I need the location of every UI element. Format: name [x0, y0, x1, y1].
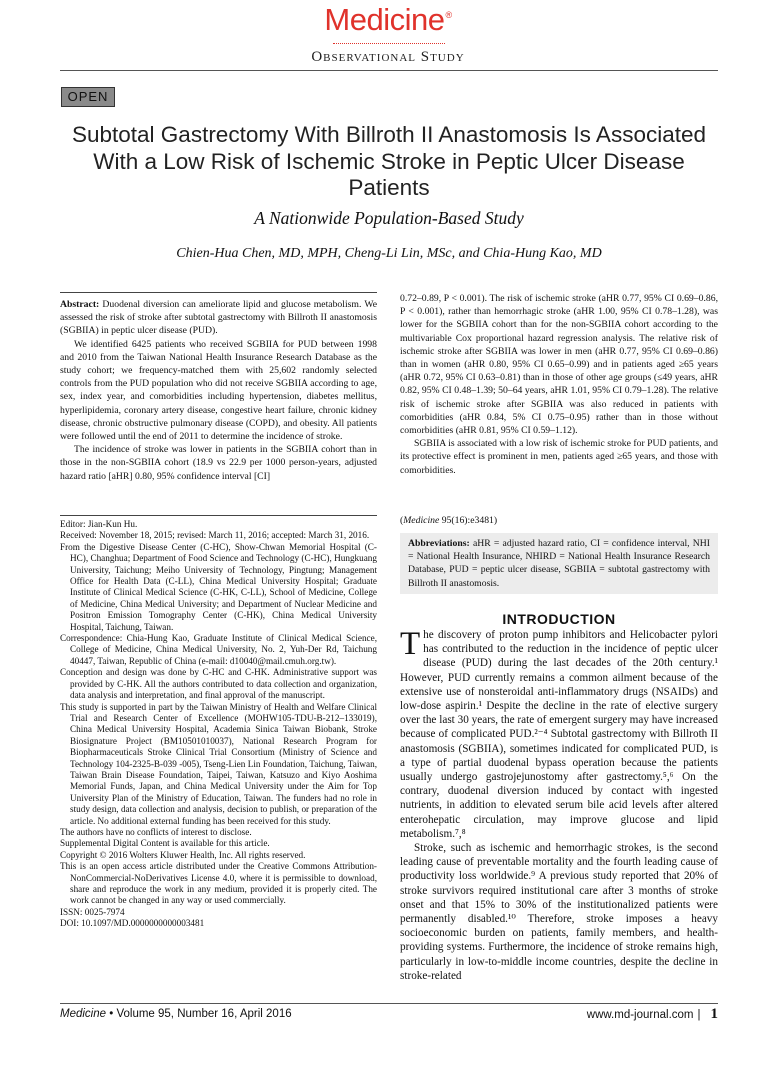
note-supplemental: Supplemental Digital Content is available for this article.: [60, 838, 270, 849]
abstract-rule: [60, 292, 377, 293]
citation-line: (Medicine 95(16):e3481): [400, 515, 498, 526]
citation-journal: Medicine: [403, 515, 440, 526]
introduction-paragraph-1: The discovery of proton pump inhibitors and Helicobacter pylori has contributed to the reduction in the incidence of peptic ulcer disease (PUD) during the last decades of the 20th century.¹ However, PUD currently remains a common ailment because of the extensive use of nonsteroidal anti-inflammatory drugs (NSAIDs) and low-dose aspirin.¹ Despite the decline in the rate of elective surgery over the last 30 years, the rate of emergent surgery may have increased because of complicated PUD.²⁻⁴ Subtotal gastrectomy with Billroth II anastomosis (SGBIIA), sometimes indicated for complicated PUD, is a type of partial duodenal bypass operation because the patients usually undergo gastrojejunostomy after gastrectomy.⁵,⁶ On the contrary, duodenal diversion induced by contact with ingested nutrients, in addition to elevated serum bile acid levels after altered enterohepatic circulation, may improve glucose and lipid metabolism.⁷,⁸: [400, 626, 718, 840]
abstract-label: Abstract:: [60, 299, 100, 310]
article-notes: [60, 519, 377, 930]
footer-separator: |: [697, 1009, 701, 1021]
introduction-heading: INTRODUCTION: [502, 611, 616, 627]
article-title: Subtotal Gastrectomy With Billroth II Anastomosis Is Associated With a Low Risk of Ischemic Stroke in Peptic Ulcer Disease Patients: [71, 122, 706, 200]
note-affiliations: From the Digestive Disease Center (C-HC), Show-Chwan Memorial Hospital (C-HC), Changhua; Department of Food Science and Technology (C-HC), Hungkuang University, Taichung; Meiho University of Technology, Pingtung; Management Office for Health Data (C-LL), China Medical University Hospital; Graduate Institute of Clinical Medical Science (C-HK, C-LL), School of Medicine, College of Medicine, China Medical University; and Department of Nuclear Medicine and Positron Emission Tomography Center (C-HK), China Medical University Hospital, Taichung, Taiwan.: [60, 541, 377, 632]
registered-mark: ®: [445, 10, 452, 20]
note-conflicts: The authors have no conflicts of interest to disclose.: [60, 826, 252, 837]
note-editor: Editor: Jian-Kun Hu.: [60, 519, 138, 529]
abstract-left: [60, 298, 377, 483]
drop-cap: T: [400, 626, 421, 662]
article-authors: Chien-Hua Chen, MD, MPH, Cheng-Li Lin, MSc, and Chia-Hung Kao, MD: [176, 246, 602, 261]
note-issn: ISSN: 0025-7974: [60, 906, 125, 917]
note-funding: This study is supported in part by the Taiwan Ministry of Health and Welfare Clinical Trial and Research Center of Excellence (MOHW105-TDU-B-212–133019), China Medical University Hospital, Academia Sinica Taiwan Biobank, Stroke Biosignature Project (BM10501010037), National Research Program for Biopharmaceuticals Stroke Clinical Trial Consortium (Ministry of Science and Technology 104-2325-B-039 -005), Tseng-Lien Lin Foundation, Taichung, Taiwan, Taiwan Brain Disease Foundation, Taipei, Taiwan, Katsuzo and Kiyo Aoshima Memorial Funds, Japan, and China Medical University under the Aim for Top University Plan of the Ministry of Education, Taiwan. The funders had no role in study design, data collection and analysis, decision to publish, or preparation of the article. No additional external funding has been received for this study.: [60, 701, 377, 826]
notes-rule: [60, 515, 377, 516]
note-contributions: Conception and design was done by C-HC and C-HK. Administrative support was provided by C-HK. All the authors contributed to data collection and organization, data analysis and interpretation, and final approval of the manuscript.: [60, 667, 377, 701]
abbreviations-box: Abbreviations: aHR = adjusted hazard ratio, CI = confidence interval, NHI = National Health Insurance, NHIRD = National Health Insurance Research Database, PUD = peptic ulcer disease, SGBIIA = subtotal gastrectomy with Billroth II anastomosis.: [400, 533, 718, 594]
journal-website-link[interactable]: www.md-journal.com: [586, 1009, 694, 1021]
footer-rule: [60, 1003, 718, 1004]
note-doi: DOI: 10.1097/MD.0000000000003481: [60, 918, 205, 929]
footer-right: [587, 1006, 718, 1023]
abstract-paragraph-5: SGBIIA is associated with a low risk of ischemic stroke for PUD patients, and its protective effect is prominent in men, patients aged ≥65 years, and those with comorbidities.: [400, 438, 718, 476]
open-access-badge: OPEN: [61, 87, 115, 107]
note-copyright: Copyright © 2016 Wolters Kluwer Health, Inc. All rights reserved.: [60, 849, 306, 860]
logo-underline: [333, 43, 445, 44]
introduction-body: [400, 628, 718, 983]
abstract-paragraph-1: Abstract: Duodenal diversion can ameliorate lipid and glucose metabolism. We assessed the risk of stroke after subtotal gastrectomy with Billroth II anastomosis (SGBIIA) in peptic ulcer disease (PUD).: [60, 299, 377, 337]
introduction-paragraph-2: Stroke, such as ischemic and hemorrhagic strokes, is the second leading cause of preventable mortality and the fourth leading cause of productivity loss worldwide.⁹ A previous study reported that 20% of stroke survivors required institutional care after 3 months of stroke onset and that 15% to 30% of the institutionalized patients were permanently disabled.¹⁰ Therefore, stroke imposes a heavy socioeconomic burden on patients, family members, and health-providing systems. Furthermore, the incidence of stroke remains high, particularly in low-to-middle income countries, despite the decline in stroke-related: [400, 842, 718, 982]
abstract-paragraph-2: We identified 6425 patients who received SGBIIA for PUD between 1998 and 2010 from the Taiwan National Health Insurance Research Database as the study cohort; we frequency-matched them with 25,602 randomly selected controls from the PUD population who did not receive SGBIIA according to age, sex, index year, and comorbidities including hypertension, diabetes mellitus, hyperlipidemia, coronary artery disease, congestive heart failure, chronic kidney disease, chronic obstructive pulmonary disease (COPD), and obesity. All patients were followed until the end of 2011 to determine the incidence of stroke.: [60, 338, 377, 443]
section-label: Observational Study: [311, 49, 465, 65]
footer-journal: Medicine: [60, 1008, 107, 1020]
journal-logo: Medicine®: [324, 2, 452, 37]
abstract-paragraph-3: The incidence of stroke was lower in patients in the SGBIIA cohort than in those in the non-SGBIIA cohort (18.9 vs 22.9 per 1000 person-years, adjusted hazard ratio [aHR] 0.80, 95% confidence interval [CI]: [60, 444, 377, 482]
abstract-paragraph-4: 0.72–0.89, P < 0.001). The risk of ischemic stroke (aHR 0.77, 95% CI 0.69–0.86, P < 0.001), rather than hemorrhagic stroke (aHR 1.00, 95% CI 0.78–1.28), was lower for the SGBIIA cohort than for the non-SGBIIA cohort according to the multivariable Cox proportional hazard regression analysis. The relative risk of ischemic stroke after SGBIIA was lower in men (aHR 0.77, 95% CI 0.69–0.86) than in women (aHR 0.80, 95% CI 0.65–0.99) and in patients aged ≥65 years (aHR 0.72, 95% CI 0.63–0.81) than in those of other age groups (≤49 years, aHR 0.82, 95% CI 0.48–1.39; 50–64 years, aHR 1.01, 95% CI 0.79–1.28). The relative risk of ischemic stroke after SGBIIA was also reduced in patients with comorbidities (aHR 0.84, 5% CI 0.75–0.95) rather than in those without comorbidities (aHR 0.81, 95% CI 0.59–1.12).: [400, 293, 718, 437]
note-license: This is an open access article distributed under the Creative Commons Attribution-NonCommercial-NoDerivatives License 4.0, where it is permissible to download, share and reproduce the work in any medium, provided it is properly cited. The work cannot be changed in any way or used commercially.: [60, 861, 377, 906]
article-subtitle: A Nationwide Population-Based Study: [254, 208, 524, 228]
note-correspondence: Correspondence: Chia-Hung Kao, Graduate Institute of Clinical Medical Science, College of Medicine, China Medical University, No. 2, Yuh-Der Rd, Taichung 40447, Taiwan, Republic of China (e-mail: d10040@mail.cmuh.org.tw).: [60, 633, 377, 666]
footer-issue: Medicine • Volume 95, Number 16, April 2016: [60, 1008, 292, 1020]
header-rule: [60, 70, 718, 71]
note-dates: Received: November 18, 2015; revised: March 11, 2016; accepted: March 31, 2016.: [60, 530, 370, 541]
page-number: 1: [710, 1006, 718, 1022]
abbreviations-label: Abbreviations:: [408, 538, 470, 549]
abstract-right: [400, 292, 718, 477]
